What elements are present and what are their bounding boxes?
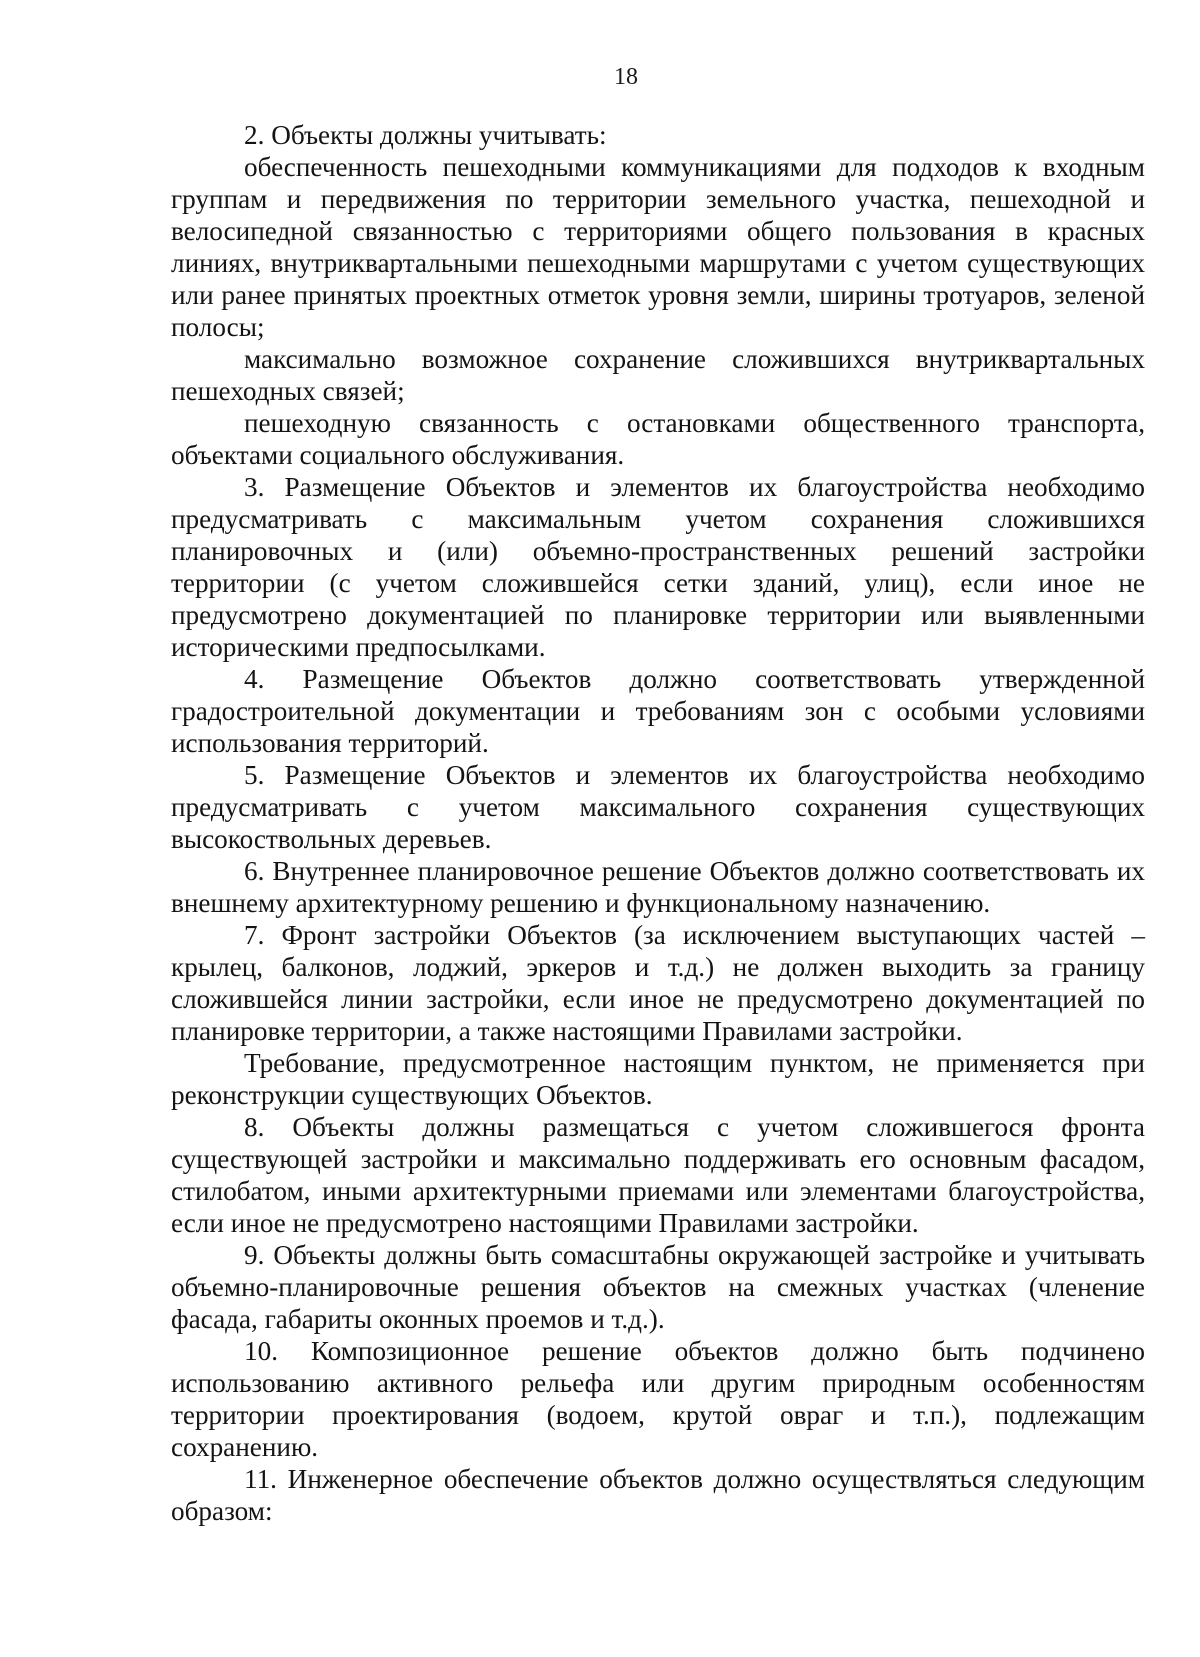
paragraph: 6. Внутреннее планировочное решение Объектов должно соответствовать их внешнему архитектурному решению и функциональному назначению.: [171, 856, 1145, 918]
document-body: [171, 119, 1145, 1527]
paragraph: пешеходную связанность с остановками общественного транспорта, объектами социального обслуживания.: [171, 408, 1145, 470]
paragraph: 3. Размещение Объектов и элементов их благоустройства необходимо предусматривать с максимальным учетом сохранения сложившихся планировочных и (или) объемно-пространственных решений застройки территории (с учетом сложившейся сетки зданий, улиц), если иное не предусмотрено документацией по планировке территории или выявленными историческими предпосылками.: [171, 472, 1145, 662]
page-number: 18: [614, 64, 638, 90]
paragraph: обеспеченность пешеходными коммуникациями для подходов к входным группам и передвижения по территории земельного участка, пешеходной и велосипедной связанностью с территориями общего пользования в красных линиях, внутриквартальными пешеходными маршрутами с учетом существующих или ранее принятых проектных отметок уровня земли, ширины тротуаров, зеленой полосы;: [171, 152, 1145, 342]
paragraph: 8. Объекты должны размещаться с учетом сложившегося фронта существующей застройки и максимально поддерживать его основным фасадом, стилобатом, иными архитектурными приемами или элементами благоустройства, если иное не предусмотрено настоящими Правилами застройки.: [171, 1112, 1145, 1238]
paragraph: 2. Объекты должны учитывать:: [244, 120, 607, 150]
paragraph: 9. Объекты должны быть сомасштабны окружающей застройке и учитывать объемно-планировочные решения объектов на смежных участках (членение фасада, габариты оконных проемов и т.д.).: [171, 1240, 1145, 1334]
paragraph: 10. Композиционное решение объектов должно быть подчинено использованию активного рельефа или другим природным особенностям территории проектирования (водоем, крутой овраг и т.п.), подлежащим сохранению.: [171, 1336, 1145, 1462]
paragraph: Требование, предусмотренное настоящим пунктом, не применяется при реконструкции существующих Объектов.: [171, 1048, 1145, 1110]
paragraph: 5. Размещение Объектов и элементов их благоустройства необходимо предусматривать с учетом максимального сохранения существующих высокоствольных деревьев.: [171, 760, 1145, 854]
paragraph: 11. Инженерное обеспечение объектов должно осуществляться следующим образом:: [171, 1464, 1145, 1526]
paragraph: максимально возможное сохранение сложившихся внутриквартальных пешеходных связей;: [171, 344, 1145, 406]
paragraph: 4. Размещение Объектов должно соответствовать утвержденной градостроительной документации и требованиям зон с особыми условиями использования территорий.: [171, 664, 1145, 758]
paragraph: 7. Фронт застройки Объектов (за исключением выступающих частей – крылец, балконов, лоджий, эркеров и т.д.) не должен выходить за границу сложившейся линии застройки, если иное не предусмотрено документацией по планировке территории, а также настоящими Правилами застройки.: [171, 920, 1145, 1046]
